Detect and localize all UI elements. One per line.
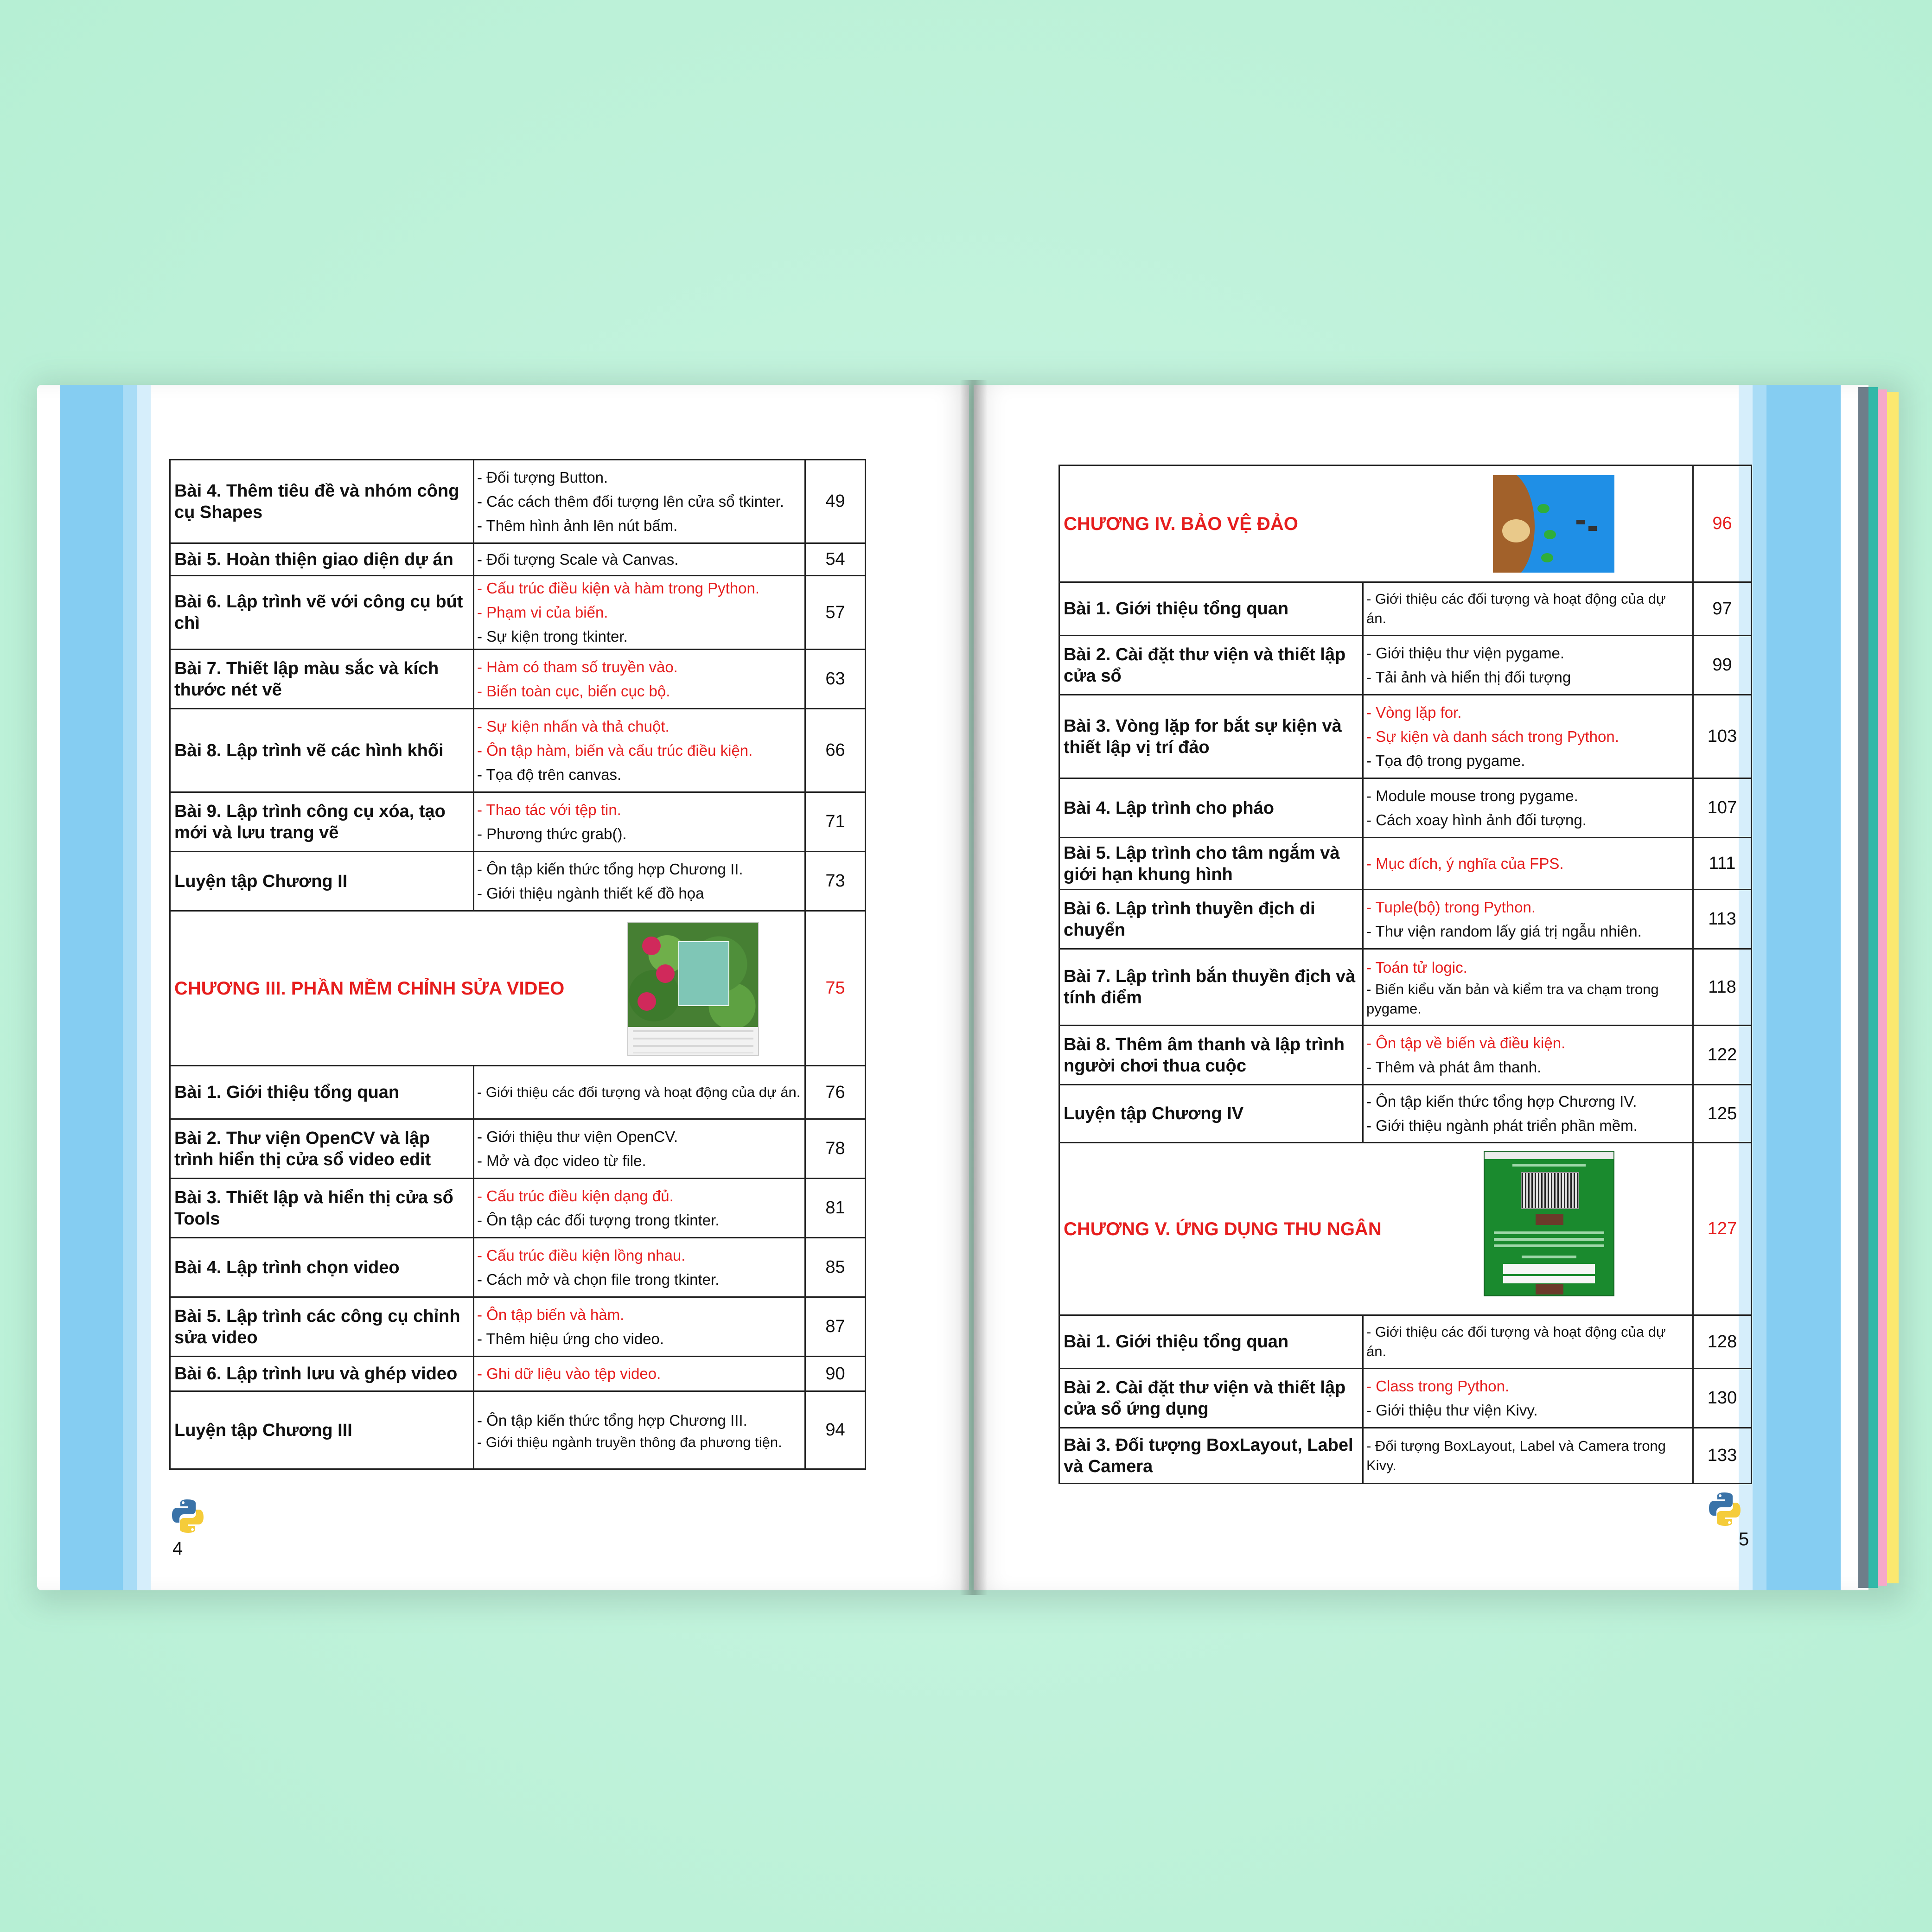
lesson-topics — [474, 1357, 805, 1391]
lesson-page: 57 — [805, 576, 866, 650]
topic-line: - Thêm hiệu ứng cho video. — [477, 1330, 664, 1347]
chapter-title: CHƯƠNG V. ỨNG DỤNG THU NGÂN — [1064, 1218, 1382, 1239]
topic-line: - Giới thiệu các đối tượng và hoạt động của dự án. — [477, 1084, 801, 1100]
lesson-page: 103 — [1693, 695, 1752, 778]
lesson-topics — [474, 852, 805, 911]
lesson-title: Bài 5. Lập trình cho tâm ngắm và giới hạn khung hình — [1059, 838, 1363, 890]
lesson-topics — [474, 1238, 805, 1297]
toc-row — [1059, 949, 1752, 1026]
chapter-row-3 — [170, 911, 866, 1066]
toc-row — [1059, 1428, 1752, 1484]
lesson-title: Bài 3. Thiết lập và hiển thị cửa sổ Tools — [170, 1179, 474, 1238]
lesson-page: 78 — [805, 1119, 866, 1179]
toc-row — [1059, 1085, 1752, 1143]
chapter-row-4 — [1059, 465, 1752, 582]
lesson-topics — [474, 1391, 805, 1469]
topic-line: - Tuple(bộ) trong Python. — [1366, 898, 1536, 916]
toc-row — [170, 1297, 866, 1357]
lesson-title: Bài 4. Lập trình cho pháo — [1059, 778, 1363, 838]
lesson-page: 81 — [805, 1179, 866, 1238]
lesson-page: 87 — [805, 1297, 866, 1357]
right-color-stripe-light — [1753, 385, 1766, 1590]
lesson-title: Bài 4. Thêm tiêu đề và nhóm công cụ Shapes — [170, 460, 474, 543]
left-color-stripe — [60, 385, 123, 1590]
lesson-page: 97 — [1693, 582, 1752, 636]
topic-line: - Phương thức grab(). — [477, 825, 627, 842]
toc-row — [1059, 1369, 1752, 1428]
topic-line: - Mục đích, ý nghĩa của FPS. — [1366, 854, 1564, 872]
lesson-topics — [474, 650, 805, 709]
toc-row — [170, 460, 866, 543]
lesson-page: 128 — [1693, 1315, 1752, 1369]
toc-row — [170, 1066, 866, 1119]
toc-row — [170, 576, 866, 650]
topic-line: - Giới thiệu các đối tượng và hoạt động của dự án. — [1366, 591, 1666, 626]
topic-line: - Tọa độ trong pygame. — [1366, 752, 1525, 769]
lesson-title: Bài 2. Thư viện OpenCV và lập trình hiển thị cửa sổ video edit — [170, 1119, 474, 1179]
topic-line: - Ghi dữ liệu vào tệp video. — [477, 1365, 661, 1382]
lesson-title: Bài 9. Lập trình công cụ xóa, tạo mới và lưu trang vẽ — [170, 792, 474, 852]
page-number: 5 — [1739, 1529, 1749, 1549]
topic-line: - Tọa độ trên canvas. — [477, 765, 622, 783]
left-color-stripe-light — [123, 385, 137, 1590]
lesson-page: 130 — [1693, 1369, 1752, 1428]
lesson-topics — [474, 792, 805, 852]
chapter-cell — [1059, 465, 1693, 582]
toc-row — [170, 852, 866, 911]
toc-row — [1059, 695, 1752, 778]
lesson-topics — [474, 460, 805, 543]
topic-line: - Sự kiện trong tkinter. — [477, 628, 628, 645]
left-toc-table — [169, 459, 866, 1470]
topic-line: - Giới thiệu thư viện pygame. — [1366, 644, 1565, 662]
lesson-topics — [1363, 1026, 1693, 1085]
topic-line: - Cấu trúc điều kiện lồng nhau. — [477, 1246, 686, 1264]
lesson-topics — [1363, 1315, 1693, 1369]
topic-line: - Ôn tập biến và hàm. — [477, 1306, 625, 1323]
lesson-title: Luyện tập Chương III — [170, 1391, 474, 1469]
toc-row — [1059, 1315, 1752, 1369]
lesson-topics — [1363, 1085, 1693, 1143]
lesson-title: Bài 8. Thêm âm thanh và lập trình người chơi thua cuộc — [1059, 1026, 1363, 1085]
topic-line: - Thao tác với tệp tin. — [477, 801, 621, 818]
topic-line: - Giới thiệu ngành thiết kế đồ họa — [477, 884, 704, 902]
topic-line: - Giới thiệu thư viện Kivy. — [1366, 1401, 1538, 1419]
chapter-page: 75 — [805, 911, 866, 1066]
lesson-page: 90 — [805, 1357, 866, 1391]
topic-line: - Mở và đọc video từ file. — [477, 1152, 646, 1169]
lesson-title: Luyện tập Chương II — [170, 852, 474, 911]
topic-line: - Biến toàn cục, biến cục bộ. — [477, 682, 670, 700]
topic-line: - Biến kiểu văn bản và kiểm tra va chạm trong pygame. — [1366, 981, 1659, 1017]
lesson-title: Bài 5. Hoàn thiện giao diện dự án — [170, 543, 474, 576]
topic-line: - Cách mở và chọn file trong tkinter. — [477, 1270, 720, 1288]
left-color-stripe-lighter — [137, 385, 151, 1590]
topic-line: - Đối tượng Button. — [477, 468, 608, 486]
lesson-topics — [474, 1297, 805, 1357]
lesson-topics — [474, 543, 805, 576]
lesson-topics — [1363, 636, 1693, 695]
lesson-page: 107 — [1693, 778, 1752, 838]
page-edge-yellow — [1887, 392, 1899, 1583]
lesson-topics — [1363, 695, 1693, 778]
topic-line: - Các cách thêm đối tượng lên cửa sổ tkinter. — [477, 492, 784, 510]
chapter-cell — [170, 911, 805, 1066]
page-number: 4 — [172, 1538, 183, 1559]
python-logo-icon — [169, 1498, 206, 1535]
toc-row — [170, 1391, 866, 1469]
topic-line: - Module mouse trong pygame. — [1366, 787, 1578, 804]
lesson-title: Bài 7. Thiết lập màu sắc và kích thước nét vẽ — [170, 650, 474, 709]
page-edge-teal — [1868, 387, 1878, 1588]
topic-line: - Ôn tập các đối tượng trong tkinter. — [477, 1211, 720, 1229]
topic-line: - Cách xoay hình ảnh đối tượng. — [1366, 811, 1587, 829]
topic-line: - Đối tượng Scale và Canvas. — [477, 550, 679, 568]
toc-row — [1059, 582, 1752, 636]
lesson-page: 73 — [805, 852, 866, 911]
chapter-page: 127 — [1693, 1143, 1752, 1315]
lesson-topics — [474, 1119, 805, 1179]
topic-line: - Ôn tập kiến thức tổng hợp Chương II. — [477, 860, 743, 878]
lesson-topics — [1363, 1428, 1693, 1484]
toc-row — [170, 1119, 866, 1179]
cashier-app-thumbnail — [1484, 1151, 1614, 1296]
toc-row — [170, 1357, 866, 1391]
lesson-title: Bài 2. Cài đặt thư viện và thiết lập cửa sổ ứng dụng — [1059, 1369, 1363, 1428]
lesson-page: 122 — [1693, 1026, 1752, 1085]
chapter-cell — [1059, 1143, 1693, 1315]
topic-line: - Giới thiệu ngành phát triển phần mềm. — [1366, 1117, 1638, 1134]
topic-line: - Tải ảnh và hiển thị đối tượng — [1366, 668, 1571, 686]
lesson-page: 71 — [805, 792, 866, 852]
lesson-page: 125 — [1693, 1085, 1752, 1143]
topic-line: - Sự kiện nhấn và thả chuột. — [477, 717, 670, 735]
toc-row — [170, 1238, 866, 1297]
lesson-topics — [1363, 949, 1693, 1026]
topic-line: - Class trong Python. — [1366, 1377, 1510, 1395]
topic-line: - Giới thiệu các đối tượng và hoạt động của dự án. — [1366, 1324, 1666, 1359]
lesson-page: 94 — [805, 1391, 866, 1469]
toc-row — [170, 709, 866, 792]
lesson-topics — [1363, 890, 1693, 949]
chapter-row-5 — [1059, 1143, 1752, 1315]
chapter-page: 96 — [1693, 465, 1752, 582]
lesson-title: Bài 3. Đối tượng BoxLayout, Label và Camera — [1059, 1428, 1363, 1484]
right-toc-table — [1058, 465, 1752, 1484]
topic-line: - Ôn tập hàm, biến và cấu trúc điều kiện. — [477, 741, 753, 759]
toc-row — [1059, 778, 1752, 838]
island-game-thumbnail — [1493, 475, 1614, 573]
topic-line: - Thêm và phát âm thanh. — [1366, 1058, 1542, 1076]
lesson-title: Bài 1. Giới thiệu tổng quan — [1059, 582, 1363, 636]
right-page — [974, 385, 1868, 1590]
topic-line: - Ôn tập kiến thức tổng hợp Chương III. — [477, 1411, 747, 1429]
topic-line: - Ôn tập về biến và điều kiện. — [1366, 1034, 1566, 1052]
lesson-title: Bài 6. Lập trình thuyền địch di chuyển — [1059, 890, 1363, 949]
topic-line: - Sự kiện và danh sách trong Python. — [1366, 727, 1619, 745]
lesson-title: Bài 1. Giới thiệu tổng quan — [1059, 1315, 1363, 1369]
lesson-page: 99 — [1693, 636, 1752, 695]
left-page — [37, 385, 969, 1590]
lesson-page: 76 — [805, 1066, 866, 1119]
topic-line: - Thư viện random lấy giá trị ngẫu nhiên. — [1366, 922, 1642, 940]
lesson-page: 111 — [1693, 838, 1752, 890]
topic-line: - Thêm hình ảnh lên nút bấm. — [477, 516, 678, 534]
book-gutter — [960, 380, 988, 1595]
topic-line: - Giới thiệu thư viện OpenCV. — [477, 1128, 678, 1145]
topic-line: - Vòng lặp for. — [1366, 703, 1462, 721]
page-edge-grey — [1858, 387, 1868, 1588]
toc-row — [170, 1179, 866, 1238]
topic-line: - Toán tử logic. — [1366, 959, 1467, 976]
right-color-stripe — [1766, 385, 1841, 1590]
chapter-title: CHƯƠNG III. PHẦN MỀM CHỈNH SỬA VIDEO — [174, 978, 565, 999]
lesson-title: Bài 4. Lập trình chọn video — [170, 1238, 474, 1297]
lesson-topics — [1363, 778, 1693, 838]
topic-line: - Ôn tập kiến thức tổng hợp Chương IV. — [1366, 1093, 1637, 1110]
lesson-title: Luyện tập Chương IV — [1059, 1085, 1363, 1143]
lesson-page: 133 — [1693, 1428, 1752, 1484]
topic-line: - Cấu trúc điều kiện và hàm trong Python. — [477, 580, 759, 597]
lesson-topics — [474, 709, 805, 792]
lesson-page: 118 — [1693, 949, 1752, 1026]
topic-line: - Đối tượng BoxLayout, Label và Camera trong Kivy. — [1366, 1437, 1666, 1473]
topic-line: - Cấu trúc điều kiện dạng đủ. — [477, 1187, 674, 1205]
page-edge-pink — [1878, 389, 1887, 1586]
chapter-title: CHƯƠNG IV. BẢO VỆ ĐẢO — [1064, 513, 1298, 534]
lesson-title: Bài 6. Lập trình lưu và ghép video — [170, 1357, 474, 1391]
topic-line: - Hàm có tham số truyền vào. — [477, 658, 678, 676]
lesson-page: 54 — [805, 543, 866, 576]
lesson-title: Bài 1. Giới thiệu tổng quan — [170, 1066, 474, 1119]
lesson-topics — [1363, 838, 1693, 890]
lesson-page: 63 — [805, 650, 866, 709]
lesson-title: Bài 8. Lập trình vẽ các hình khối — [170, 709, 474, 792]
lesson-page: 113 — [1693, 890, 1752, 949]
lesson-title: Bài 6. Lập trình vẽ với công cụ bút chì — [170, 576, 474, 650]
toc-row — [170, 650, 866, 709]
toc-row — [1059, 636, 1752, 695]
toc-row — [1059, 1026, 1752, 1085]
lesson-topics — [474, 1066, 805, 1119]
toc-row — [1059, 890, 1752, 949]
topic-line: - Phạm vi của biến. — [477, 604, 608, 621]
toc-row — [170, 792, 866, 852]
lesson-page: 49 — [805, 460, 866, 543]
lesson-title: Bài 5. Lập trình các công cụ chỉnh sửa video — [170, 1297, 474, 1357]
lesson-topics — [474, 576, 805, 650]
lesson-topics — [474, 1179, 805, 1238]
topic-line: - Giới thiệu ngành truyền thông đa phương tiện. — [477, 1434, 782, 1450]
video-editor-thumbnail — [627, 922, 759, 1056]
lesson-page: 66 — [805, 709, 866, 792]
toc-row — [1059, 838, 1752, 890]
lesson-title: Bài 3. Vòng lặp for bắt sự kiện và thiết lập vị trí đảo — [1059, 695, 1363, 778]
lesson-title: Bài 2. Cài đặt thư viện và thiết lập cửa sổ — [1059, 636, 1363, 695]
lesson-title: Bài 7. Lập trình bắn thuyền địch và tính điểm — [1059, 949, 1363, 1026]
lesson-page: 85 — [805, 1238, 866, 1297]
lesson-topics — [1363, 1369, 1693, 1428]
lesson-topics — [1363, 582, 1693, 636]
toc-row — [170, 543, 866, 576]
python-logo-icon — [1706, 1491, 1743, 1528]
